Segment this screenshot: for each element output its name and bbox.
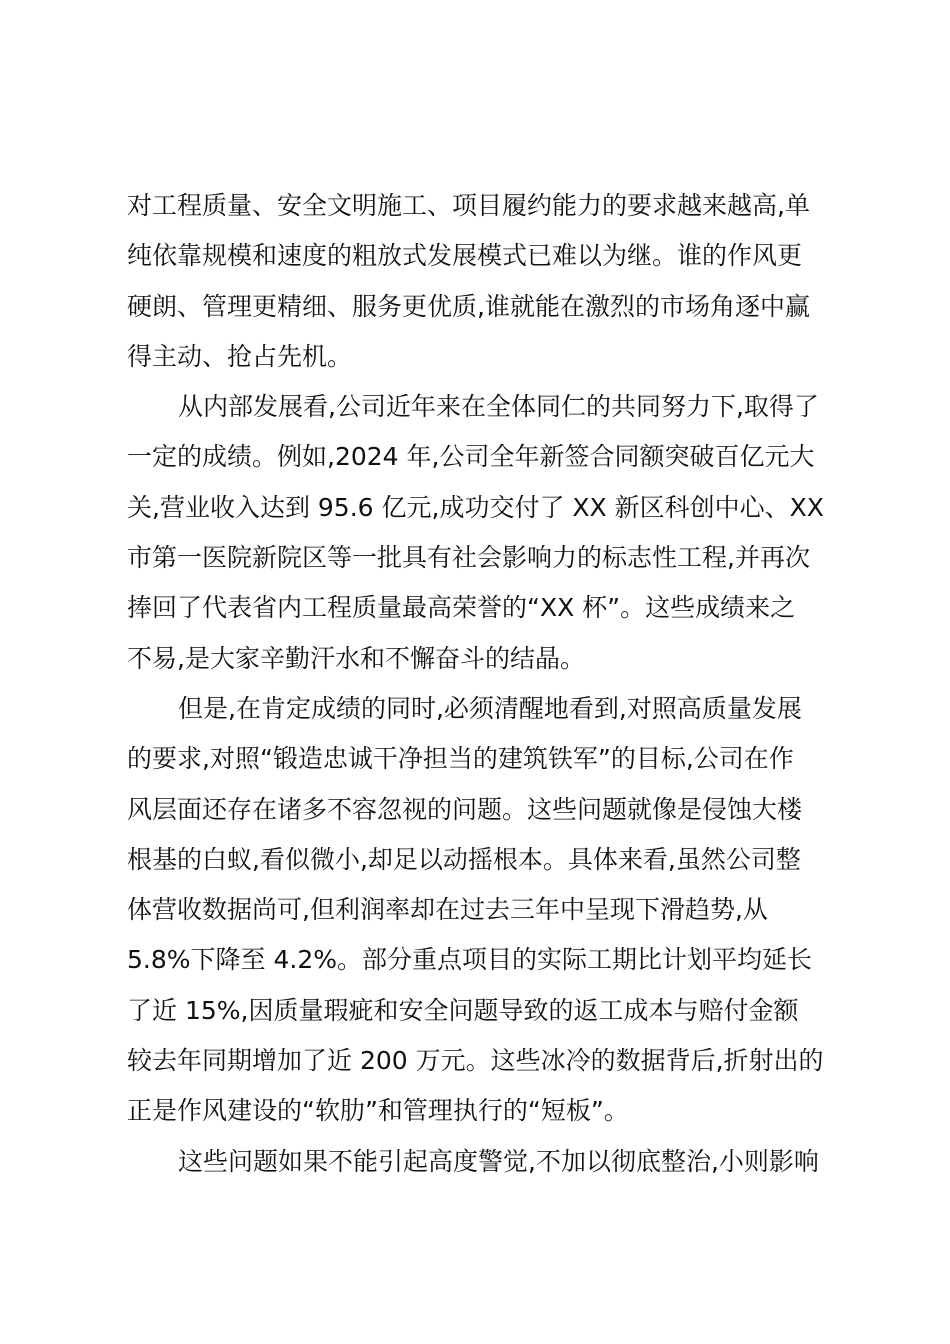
text-line: 得主动、抢占先机。 bbox=[127, 341, 353, 371]
text-line: 较去年同期增加了近 200 万元。这些冰冷的数据背后,折射出的 bbox=[127, 1046, 824, 1076]
paragraph-first-line: 这些问题如果不能引起高度警觉,不加以彻底整治,小则影响 bbox=[178, 1146, 819, 1176]
text-line: 了近 15%,因质量瑕疵和安全问题导致的返工成本与赔付金额 bbox=[127, 995, 799, 1025]
paragraph-first-line: 从内部发展看,公司近年来在全体同仁的共同努力下,取得了 bbox=[178, 392, 819, 422]
text-line: 5.8%下降至 4.2%。部分重点项目的实际工期比计划平均延长 bbox=[127, 945, 812, 975]
text-line: 根基的白蚁,看似微小,却足以动摇根本。具体来看,虽然公司整 bbox=[127, 844, 801, 874]
text-line: 关,营业收入达到 95.6 亿元,成功交付了 XX 新区科创中心、XX bbox=[127, 492, 824, 522]
body-text bbox=[127, 181, 837, 1187]
text-line: 的要求,对照“锻造忠诚干净担当的建筑铁军”的目标,公司在作 bbox=[127, 744, 794, 774]
text-line: 纯依靠规模和速度的粗放式发展模式已难以为继。谁的作风更 bbox=[127, 241, 803, 271]
text-line: 硬朗、管理更精细、服务更优质,谁就能在激烈的市场角逐中赢 bbox=[127, 291, 810, 321]
paragraph-first-line: 但是,在肯定成绩的同时,必须清醒地看到,对照高质量发展 bbox=[178, 693, 802, 723]
text-line: 风层面还存在诸多不容忽视的问题。这些问题就像是侵蚀大楼 bbox=[127, 794, 803, 824]
text-line: 市第一医院新院区等一批具有社会影响力的标志性工程,并再次 bbox=[127, 543, 810, 573]
text-line: 体营收数据尚可,但利润率却在过去三年中呈现下滑趋势,从 bbox=[127, 895, 768, 925]
text-line: 对工程质量、安全文明施工、项目履约能力的要求越来越高,单 bbox=[127, 191, 810, 220]
text-line: 一定的成绩。例如,2024 年,公司全年新签合同额突破百亿元大 bbox=[127, 442, 815, 472]
text-line: 不易,是大家辛勤汗水和不懈奋斗的结晶。 bbox=[127, 643, 585, 673]
text-line: 正是作风建设的“软肋”和管理执行的“短板”。 bbox=[127, 1096, 629, 1126]
text-line: 捧回了代表省内工程质量最高荣誉的“XX 杯”。这些成绩来之 bbox=[127, 593, 796, 623]
